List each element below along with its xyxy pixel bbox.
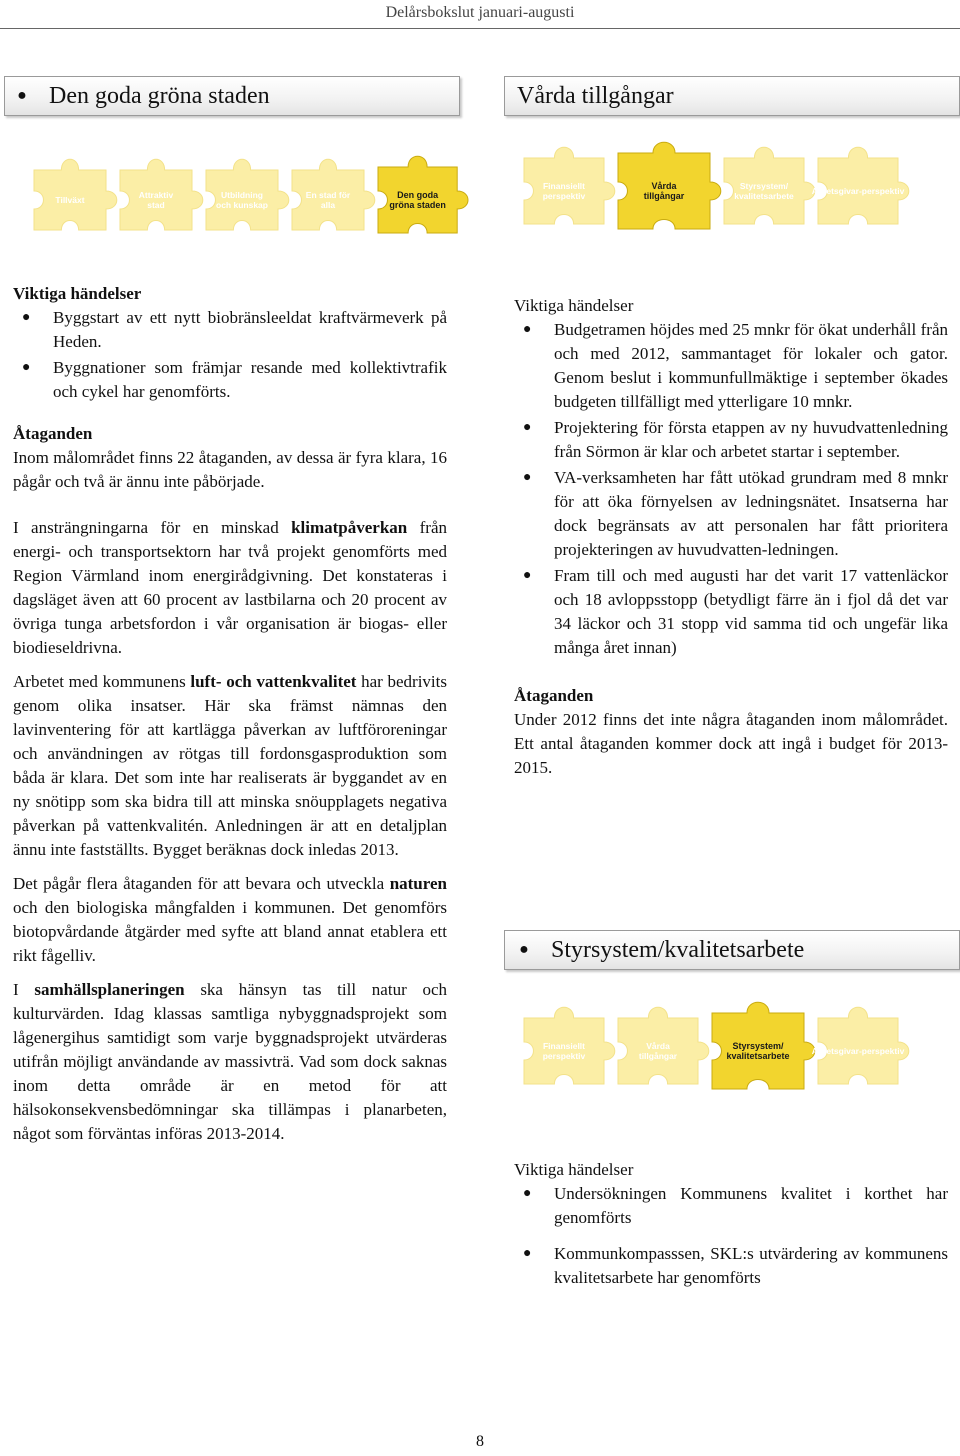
bullet-icon: ● (523, 1246, 532, 1261)
bullet-icon: ● (523, 1186, 532, 1201)
puzzle-piece-active (712, 1002, 815, 1089)
banner-den-goda-grona-staden (4, 76, 460, 116)
bullet-icon: ● (523, 568, 532, 583)
list-item: ● Projektering för första etappen av ny huvudvattenledning från Sörmon är klar och arbetet startar i september. (523, 418, 948, 461)
list-item: ● Byggstart av ett nytt biobränsleeldat kraftvärmeverk på Heden. (22, 308, 447, 351)
banner-title: Den goda gröna staden (49, 83, 270, 109)
puzzle-piece (120, 159, 203, 230)
puzzle-piece-label: Den goda gröna staden (389, 190, 446, 210)
document-title: Delårsbokslut januari-augusti (385, 4, 575, 21)
puzzle-piece-label: Finansiellt perspektiv (542, 181, 586, 201)
list-item: ● VA-verksamheten har fått utökad grundram med 8 mnkr för att öka förnyelsen av ledningsnätet. Insatserna har dock begränsats av att personalen har fått prioritera projekteringen av huvudvatten-ledningen. (523, 468, 948, 559)
bullet-icon: ● (22, 360, 31, 375)
paragraph-samhallsplanering: I samhällsplaneringen ska hänsyn tas till natur och kulturvärden. Idag klassas samtliga nybyggnadsprojekt som lågenergihus samtidigt som varje byggnadsprojekt utvärderas utifrån möjligt användande av massivträ. Vad som dock saknas inom detta område är en metod för att hälsokonsekvensbedömningar ska tillämpas i planarbeten, något som förväntas införas 2013-2014. (13, 980, 447, 1143)
puzzle-piece-active (618, 142, 721, 229)
puzzle-piece (812, 1007, 909, 1084)
puzzle-piece-label: Vårda tillgångar (643, 181, 685, 201)
events-list (13, 306, 447, 404)
banner-styrsystem (504, 930, 960, 970)
right-column (514, 294, 948, 790)
bullet-icon: ● (519, 941, 529, 958)
puzzle-piece (724, 147, 815, 224)
page-number: 8 (476, 1433, 484, 1450)
puzzle-piece-label: Tillväxt (55, 195, 85, 205)
commitments-text: Under 2012 finns det inte några åtaganden inom målområdet. Ett antal åtaganden kommer dock att ingå i budget för 2013-2015. (514, 710, 948, 777)
banner-title: Vårda tillgångar (517, 83, 674, 109)
puzzle-piece (618, 1007, 709, 1084)
puzzle-piece-label: Utbildning och kunskap (216, 190, 268, 210)
puzzle-piece-label: Arbetsgivar-perspektiv (811, 1046, 905, 1056)
puzzle-piece-label: Finansiellt perspektiv (542, 1041, 586, 1061)
bullet-icon: ● (22, 310, 31, 325)
bullet-icon: ● (17, 87, 27, 104)
banner-title: Styrsystem/kvalitetsarbete (551, 937, 805, 963)
running-header (0, 0, 960, 29)
banner-varda-tillgangar (504, 76, 960, 116)
list-item: ● Budgetramen höjdes med 25 mnkr för ökat underhåll från och med 2012, sammantaget för lokaler och gator. Genom beslut i kommunfullmäktige i september ökades budgeten tillfälligt med ytterligare 10 mnkr. (523, 320, 948, 411)
puzzle-graphic-left (30, 150, 470, 250)
commitments-heading: Åtaganden (13, 424, 93, 443)
puzzle-piece-label: Styrsystem/ kvalitetsarbete (726, 1041, 790, 1061)
commitments-heading: Åtaganden (514, 686, 594, 705)
paragraph-naturen: Det pågår flera åtaganden för att bevara och utveckla naturen och den biologiska mångfalden i kommunen. Det genomförs biotopvårdande åtgärder med syfte att bland annat etablera ett rikt fågelliv. (13, 874, 447, 965)
puzzle-piece (34, 159, 117, 230)
bullet-icon: ● (523, 322, 532, 337)
puzzle-piece (206, 159, 289, 230)
puzzle-piece (292, 159, 375, 230)
puzzle-piece-label: Arbetsgivar-perspektiv (811, 186, 905, 196)
list-item: ● Kommunkompasssen, SKL:s utvärdering av kommunens kvalitetsarbete har genomförts (523, 1244, 948, 1287)
bullet-icon: ● (523, 420, 532, 435)
puzzle-piece-label: Vårda tillgångar (638, 1041, 678, 1061)
puzzle-piece (524, 147, 615, 224)
puzzle-piece (524, 1007, 615, 1084)
list-item: ● Undersökningen Kommunens kvalitet i korthet har genomförts (523, 1184, 948, 1227)
puzzle-piece (812, 147, 909, 224)
events-heading: Viktiga händelser (13, 284, 142, 303)
list-item: ● Fram till och med augusti har det varit 17 vattenläckor och 18 avloppsstopp (betydligt färre än i fjol då det var 34 läckor och 31 stopp vid samma tid och ungefär lika många året innan) (523, 566, 948, 657)
paragraph-luft-vatten: Arbetet med kommunens luft- och vattenkvalitet har bedrivits genom olika insatser. Här ska främst nämnas den lavinventering för att kartlägga påverkan av luftföroreningar och användningen av rötgas till fordonsgasproduktion som båda är klara. Det som inte har realiserats är byggandet av en ny snötipp som ska bidra till att minska snöupplagets negativa påverkan på vattenkvalitén. Anledningen är att en detaljplan ännu inte fastställts. Bygget beräknas dock inledas 2013. (13, 672, 447, 859)
puzzle-graphic-right-2 (520, 1000, 920, 1110)
events-heading: Viktiga händelser (514, 1160, 634, 1179)
right-column-lower (514, 1158, 948, 1302)
events-heading: Viktiga händelser (514, 296, 634, 315)
list-item: ● Byggnationer som främjar resande med kollektivtrafik och cykel har genomförts. (22, 358, 447, 401)
events-list (514, 1182, 948, 1290)
paragraph-klimat: I ansträngningarna för en minskad klimatpåverkan från energi- och transportsektorn har två projekt genomförts med Region Värmland inom energirådgivning. Det konstateras i dagsläget även att 60 procent av lastbilarna och 20 procent av övriga tunga arbetsfordon i vår organisation är biogas- eller biodieseldrivna. (13, 518, 448, 657)
left-column (13, 282, 447, 1156)
events-list (514, 318, 948, 660)
puzzle-piece-label: En stad för alla (305, 190, 351, 210)
bullet-icon: ● (523, 470, 532, 485)
puzzle-piece-active (378, 156, 468, 233)
puzzle-piece-label: Styrsystem/ kvalitetsarbete (734, 181, 794, 201)
commitments-text: Inom målområdet finns 22 åtaganden, av dessa är fyra klara, 16 pågår och två är ännu inte påbörjade. (13, 448, 447, 491)
puzzle-graphic-right (520, 140, 920, 250)
puzzle-piece-label: Attraktiv stad (138, 190, 174, 210)
